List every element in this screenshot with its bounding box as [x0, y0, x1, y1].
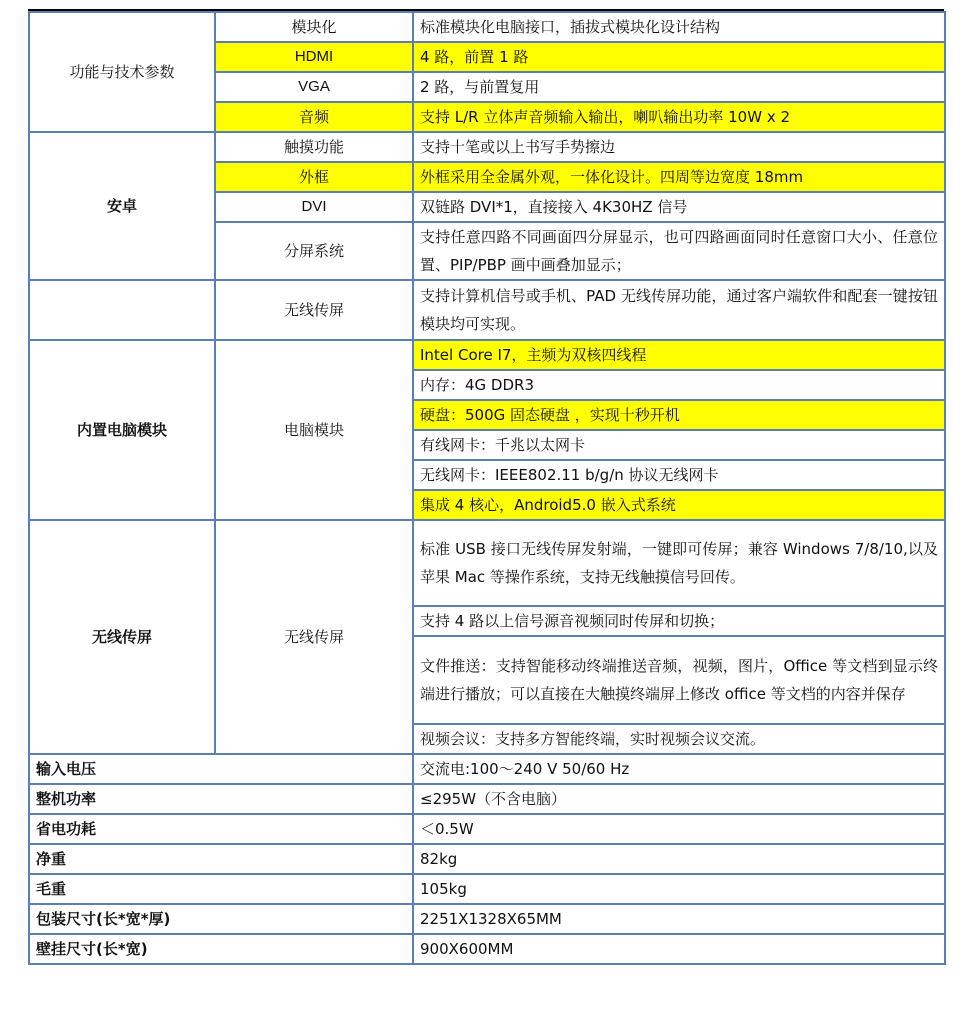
pc-ram: 内存：4G DDR3: [413, 370, 945, 400]
group-label-pc: 内置电脑模块: [29, 340, 215, 520]
label-net-weight: 净重: [29, 844, 413, 874]
param-desc-wireless: 支持计算机信号或手机、PAD 无线传屏功能，通过客户端软件和配套一键按钮模块均可实现。: [413, 280, 945, 340]
table-row: [29, 874, 945, 904]
table-row: [29, 280, 945, 340]
param-name-wireless-2: 无线传屏: [215, 520, 413, 754]
group-label-android: 安卓: [29, 132, 215, 280]
param-name-frame: 外框: [215, 162, 413, 192]
label-voltage: 输入电压: [29, 754, 413, 784]
param-name-pc: 电脑模块: [215, 340, 413, 520]
pc-wifi: 无线网卡：IEEE802.11 b/g/n 协议无线网卡: [413, 460, 945, 490]
group-label-wireless: 无线传屏: [29, 520, 215, 754]
param-name-dvi: DVI: [215, 192, 413, 222]
wireless-meeting: 视频会议：支持多方智能终端，实时视频会议交流。: [413, 724, 945, 754]
wireless-push: 文件推送：支持智能移动终端推送音频，视频，图片，Office 等文档到显示终端进行播放；可以直接在大触摸终端屏上修改 office 等文档的内容并保存: [413, 636, 945, 724]
wireless-multi: 支持 4 路以上信号源音视频同时传屏和切换；: [413, 606, 945, 636]
value-voltage: 交流电:100～240 V 50/60 Hz: [413, 754, 945, 784]
param-name-hdmi: HDMI: [215, 42, 413, 72]
label-gross-weight: 毛重: [29, 874, 413, 904]
table-row: [29, 12, 945, 42]
param-name-split: 分屏系统: [215, 222, 413, 280]
wireless-usb: 标准 USB 接口无线传屏发射端，一键即可传屏；兼容 Windows 7/8/10,以及苹果 Mac 等操作系统，支持无线触摸信号回传。: [413, 520, 945, 606]
table-row: [29, 754, 945, 784]
param-name-vga: VGA: [215, 72, 413, 102]
param-desc-touch: 支持十笔或以上书写手势擦边: [413, 132, 945, 162]
pc-os: 集成 4 核心，Android5.0 嵌入式系统: [413, 490, 945, 520]
value-standby: ＜0.5W: [413, 814, 945, 844]
param-desc-dvi: 双链路 DVI*1，直接接入 4K30HZ 信号: [413, 192, 945, 222]
param-desc-modular: 标准模块化电脑接口，插拔式模块化设计结构: [413, 12, 945, 42]
param-name-touch: 触摸功能: [215, 132, 413, 162]
param-name-wireless: 无线传屏: [215, 280, 413, 340]
label-wall-size: 壁挂尺寸(长*宽): [29, 934, 413, 964]
label-power: 整机功率: [29, 784, 413, 814]
value-power: ≤295W（不含电脑）: [413, 784, 945, 814]
pc-cpu: Intel Core I7，主频为双核四线程: [413, 340, 945, 370]
param-desc-frame: 外框采用全金属外观，一体化设计。四周等边宽度 18mm: [413, 162, 945, 192]
table-row: [29, 904, 945, 934]
param-desc-audio: 支持 L/R 立体声音频输入输出，喇叭输出功率 10W x 2: [413, 102, 945, 132]
value-wall-size: 900X600MM: [413, 934, 945, 964]
spec-table: [28, 11, 946, 965]
param-name-audio: 音频: [215, 102, 413, 132]
label-package-size: 包装尺寸(长*宽*厚): [29, 904, 413, 934]
value-net-weight: 82kg: [413, 844, 945, 874]
table-row: [29, 784, 945, 814]
table-row: [29, 520, 945, 606]
value-package-size: 2251X1328X65MM: [413, 904, 945, 934]
group-label-empty: [29, 280, 215, 340]
param-name-modular: 模块化: [215, 12, 413, 42]
table-row: [29, 340, 945, 370]
table-row: [29, 844, 945, 874]
param-desc-split: 支持任意四路不同画面四分屏显示，也可四路画面同时任意窗口大小、任意位置、PIP/PBP 画中画叠加显示；: [413, 222, 945, 280]
pc-disk: 硬盘：500G 固态硬盘 ，实现十秒开机: [413, 400, 945, 430]
pc-lan: 有线网卡：千兆以太网卡: [413, 430, 945, 460]
table-row: [29, 814, 945, 844]
label-standby: 省电功耗: [29, 814, 413, 844]
param-desc-vga: 2 路，与前置复用: [413, 72, 945, 102]
table-row: [29, 132, 945, 162]
value-gross-weight: 105kg: [413, 874, 945, 904]
param-desc-hdmi: 4 路，前置 1 路: [413, 42, 945, 72]
table-row: [29, 934, 945, 964]
group-label-function: 功能与技术参数: [29, 12, 215, 132]
